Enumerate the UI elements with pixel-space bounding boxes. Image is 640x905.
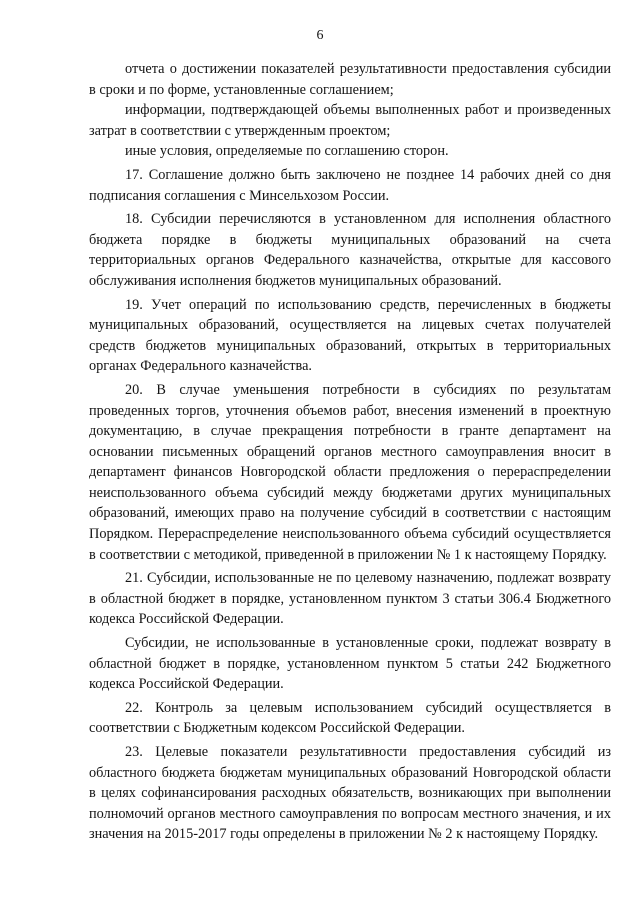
paragraph-report-item: отчета о достижении показателей результативности предоставления субсидии в сроки и по форме, установленные соглашением; xyxy=(89,61,611,98)
paragraph-18: 18. Субсидии перечисляются в установленном для исполнения областного бюджета порядке в бюджеты муниципальных образований на счета территориальных органов Федерального казначейства, открытые для кассового обслуживания исполнения бюджетов муниципальных образований. xyxy=(89,211,611,289)
paragraph-other-conditions: иные условия, определяемые по соглашению сторон. xyxy=(125,143,449,160)
paragraph-21-unused-subsidies: Субсидии, не использованные в установленные сроки, подлежат возврату в областной бюджет в порядке, установленном пунктом 5 статьи 242 Бюджетного кодекса Российской Федерации. xyxy=(89,635,611,693)
paragraph-22: 22. Контроль за целевым использованием субсидий осуществляется в соответствии с Бюджетным кодексом Российской Федерации. xyxy=(89,699,611,737)
paragraph-19: 19. Учет операций по использованию средств, перечисленных в бюджеты муниципальных образований, осуществляется на лицевых счетах получателей средств бюджетов муниципальных образований, открытых в территориальных органах Федерального казначейства. xyxy=(89,296,611,375)
paragraph-17: 17. Соглашение должно быть заключено не позднее 14 рабочих дней со дня подписания соглашения с Минсельхозом России. xyxy=(89,166,611,204)
paragraph-information-item: информации, подтверждающей объемы выполненных работ и произведенных затрат в соответствии с утвержденным проектом; xyxy=(89,102,611,139)
paragraph-21: 21. Субсидии, использованные не по целевому назначению, подлежат возврату в областной бюджет в порядке, установленном пунктом 3 статьи 306.4 Бюджетного кодекса Российской Федерации. xyxy=(89,570,611,628)
document-body xyxy=(89,59,611,845)
paragraph-20: 20. В случае уменьшения потребности в субсидиях по результатам проведенных торгов, уточнения объемов работ, внесения изменений в проектную документацию, в случае прекращения потребности в гранте департамент на основании письменных обращений органов местного самоуправления вносит в департамент финансов Новгородской области предложения о перераспределении неиспользованного объема субсидий между бюджетами других муниципальных образований, имеющих право на получение субсидий в соответствии с настоящим Порядком. Перераспределение неиспользованного объема субсидий осуществляется в соответствии с методикой, приведенной в приложении № 1 к настоящему Порядку. xyxy=(89,381,611,563)
paragraph-23: 23. Целевые показатели результативности предоставления субсидий из областного бюджета бюджетам муниципальных образований Новгородской области в целях софинансирования расходных обязательств, возникающих при выполнении полномочий органов местного самоуправления по вопросам местного значения, и их значения на 2015-2017 годы определены в приложении № 2 к настоящему Порядку. xyxy=(89,744,611,843)
page-number: 6 xyxy=(316,28,324,43)
